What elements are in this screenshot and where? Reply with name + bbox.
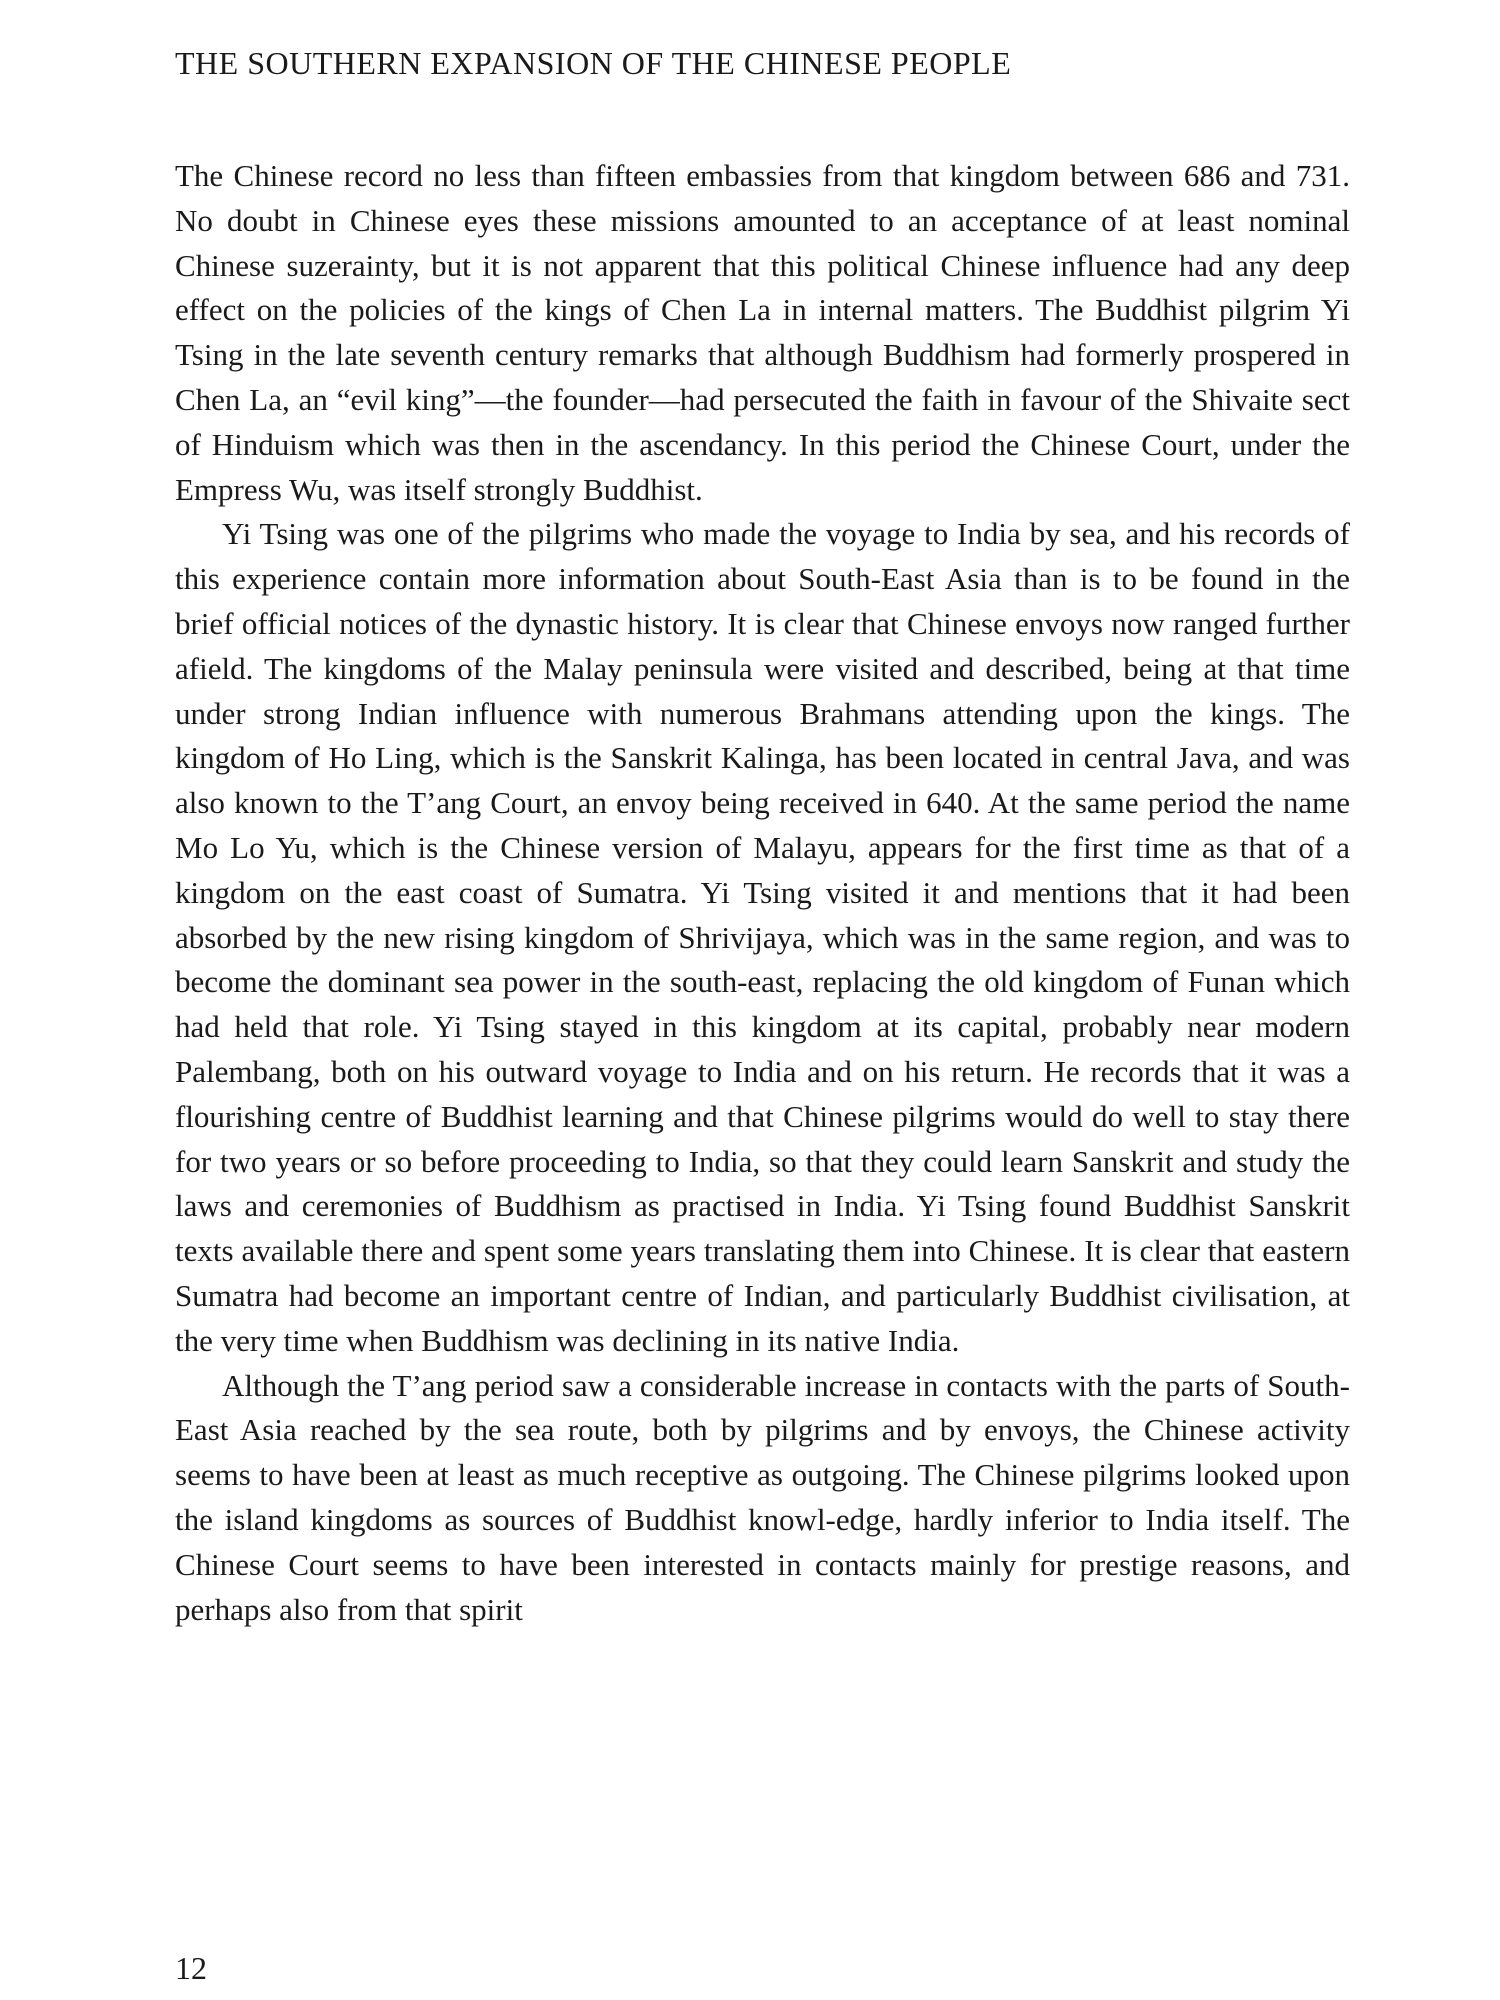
paragraph-1: The Chinese record no less than fifteen embassies from that kingdom between 686 and 731. No doubt in Chinese eyes these missions amounted to an acceptance of at least nominal Chinese suzerainty, but it is not apparent that this political Chinese influence had any deep effect on the policies of the kings of Chen La in internal matters. The Buddhist pilgrim Yi Tsing in the late seventh century remarks that although Buddhism had formerly prospered in Chen La, an “evil king”—the founder—had persecuted the faith in favour of the Shivaite sect of Hinduism which was then in the ascendancy. In this period the Chinese Court, under the Empress Wu, was itself strongly Buddhist. (175, 158, 1350, 507)
page-number: 12 (175, 1950, 207, 1986)
paragraph-2: Yi Tsing was one of the pilgrims who made the voyage to India by sea, and his records of this experience contain more information about South-East Asia than is to be found in the brief official notices of the dynastic history. It is clear that Chinese envoys now ranged further afield. The kingdoms of the Malay peninsula were visited and described, being at that time under strong Indian influence with numerous Brahmans attending upon the kings. The kingdom of Ho Ling, which is the Sanskrit Kalinga, has been located in central Java, and was also known to the T’ang Court, an envoy being received in 640. At the same period the name Mo Lo Yu, which is the Chinese version of Malayu, appears for the first time as that of a kingdom on the east coast of Sumatra. Yi Tsing visited it and mentions that it had been absorbed by the new rising kingdom of Shrivijaya, which was in the same region, and was to become the dominant sea power in the south-east, replacing the old kingdom of Funan which had held that role. Yi Tsing stayed in this kingdom at its capital, probably near modern Palembang, both on his outward voyage to India and on his return. He records that it was a flourishing centre of Buddhist learning and that Chinese pilgrims would do well to stay there for two years or so before proceeding to India, so that they could learn Sanskrit and study the laws and ceremonies of Buddhism as practised in India. Yi Tsing found Buddhist Sanskrit texts available there and spent some years translating them into Chinese. It is clear that eastern Sumatra had become an important centre of Indian, and particularly Buddhist civilisation, at the very time when Buddhism was declining in its native India. (175, 516, 1350, 1358)
running-head-title: THE SOUTHERN EXPANSION OF THE CHINESE PEOPLE (175, 45, 1012, 81)
paragraph-3: Although the T’ang period saw a considerable increase in contacts with the parts of South-East Asia reached by the sea route, both by pilgrims and by envoys, the Chinese activity seems to have been at least as much receptive as outgoing. The Chinese pilgrims looked upon the island kingdoms as sources of Buddhist knowl-edge, hardly inferior to India itself. The Chinese Court seems to have been interested in contacts mainly for prestige reasons, and perhaps also from that spirit (175, 1367, 1350, 1627)
body-text (175, 154, 1350, 1632)
